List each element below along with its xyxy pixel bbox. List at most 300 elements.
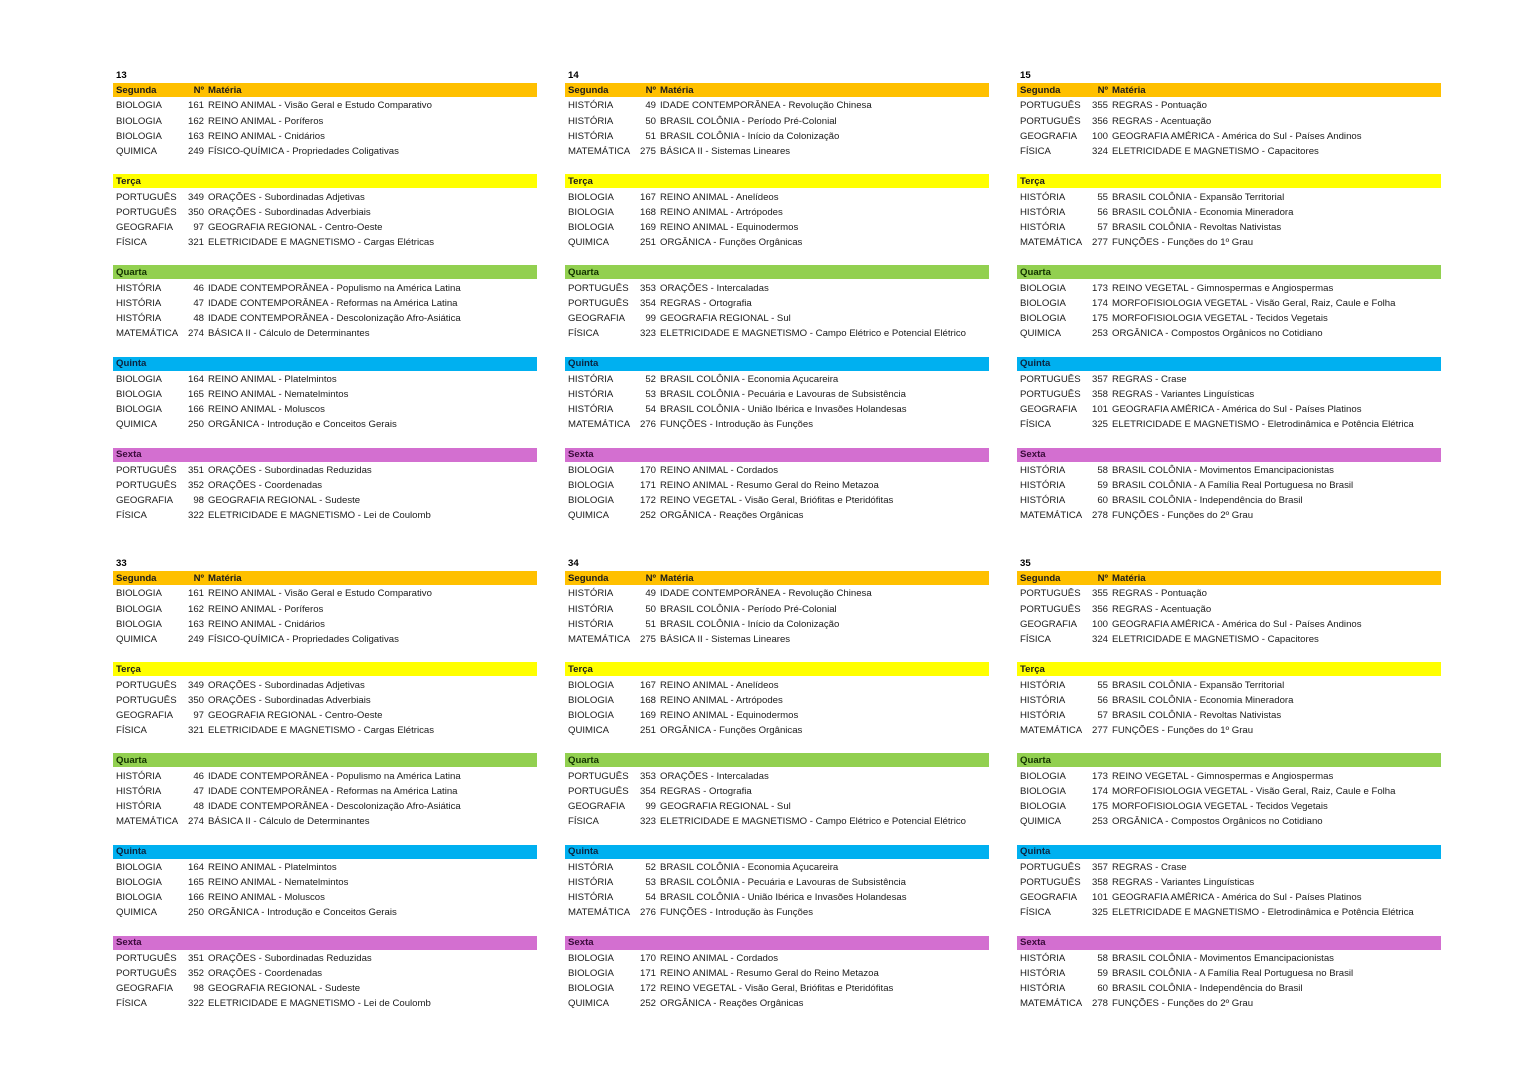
subject-cell: HISTÓRIA: [116, 297, 162, 309]
table-row: [565, 417, 989, 432]
topic-cell: BRASIL COLÔNIA - A Família Real Portuguesa no Brasil: [1112, 480, 1354, 492]
table-row: [565, 387, 989, 402]
subject-cell: BIOLOGIA: [568, 679, 614, 691]
subject-cell: BIOLOGIA: [568, 191, 614, 203]
number-cell: 59: [1097, 968, 1108, 980]
topic-cell: BRASIL COLÔNIA - Pecuária e Lavouras de Subsistência: [660, 876, 907, 888]
subject-cell: BIOLOGIA: [116, 130, 162, 142]
topic-cell: FUNÇÕES - Funções do 2º Grau: [1112, 998, 1254, 1010]
subject-cell: MATEMÁTICA: [568, 419, 631, 431]
number-cell: 162: [187, 115, 204, 127]
day-name: Segunda: [1020, 572, 1061, 584]
subject-cell: HISTÓRIA: [568, 115, 614, 127]
subject-cell: HISTÓRIA: [568, 100, 614, 112]
topic-cell: IDADE CONTEMPORÂNEA - Populismo na América Latina: [208, 282, 461, 294]
table-row: [113, 905, 537, 920]
topic-cell: REINO ANIMAL - Poríferos: [208, 603, 324, 615]
topic-cell: ELETRICIDADE E MAGNETISMO - Lei de Coulomb: [208, 998, 431, 1010]
number-cell: 56: [1097, 206, 1108, 218]
number-cell: 250: [187, 907, 204, 919]
subject-cell: PORTUGUÊS: [116, 191, 177, 203]
table-row: [1017, 799, 1441, 814]
subject-cell: BIOLOGIA: [1020, 785, 1066, 797]
topic-cell: REINO VEGETAL - Gimnospermas e Angiospermas: [1112, 282, 1334, 294]
number-cell: 323: [639, 816, 656, 828]
number-cell: 54: [645, 892, 656, 904]
subject-cell: BIOLOGIA: [568, 952, 614, 964]
subject-cell: PORTUGUÊS: [116, 679, 177, 691]
topic-cell: FÍSICO-QUÍMICA - Propriedades Coligativas: [208, 633, 399, 645]
number-cell: 172: [639, 495, 656, 507]
number-cell: 277: [1091, 725, 1108, 737]
table-row: [113, 723, 537, 738]
table-row: [565, 281, 989, 296]
subject-cell: MATEMÁTICA: [1020, 237, 1083, 249]
table-row: [565, 129, 989, 144]
table-row: [1017, 402, 1441, 417]
day-header-4: [565, 936, 989, 950]
week-block: [113, 556, 537, 1012]
topic-cell: BRASIL COLÔNIA - Economia Açucareira: [660, 861, 839, 873]
subject-cell: QUIMICA: [1020, 328, 1062, 340]
topic-cell: GEOGRAFIA REGIONAL - Centro-Oeste: [208, 709, 383, 721]
day-name: Segunda: [568, 84, 609, 96]
subject-cell: QUIMICA: [116, 633, 158, 645]
day-section: [1017, 448, 1441, 524]
table-row: [113, 114, 537, 129]
table-row: [565, 478, 989, 493]
number-cell: 249: [187, 633, 204, 645]
subject-cell: MATEMÁTICA: [568, 145, 631, 157]
table-row: [565, 326, 989, 341]
topic-cell: FUNÇÕES - Introdução às Funções: [660, 907, 814, 919]
topic-cell: REINO ANIMAL - Cnidários: [208, 618, 325, 630]
table-row: [113, 98, 537, 113]
subject-cell: GEOGRAFIA: [116, 495, 174, 507]
column-header-subject: Matéria: [660, 84, 694, 96]
table-row: [113, 508, 537, 523]
subject-cell: GEOGRAFIA: [116, 221, 174, 233]
table-row: [1017, 190, 1441, 205]
subject-cell: PORTUGUÊS: [116, 968, 177, 980]
table-row: [1017, 617, 1441, 632]
number-cell: 252: [639, 998, 656, 1010]
table-row: [565, 235, 989, 250]
subject-cell: HISTÓRIA: [568, 618, 614, 630]
number-cell: 171: [639, 480, 656, 492]
topic-cell: ELETRICIDADE E MAGNETISMO - Capacitores: [1112, 633, 1319, 645]
topic-cell: BRASIL COLÔNIA - União Ibérica e Invasões Holandesas: [660, 892, 907, 904]
topic-cell: BRASIL COLÔNIA - Expansão Territorial: [1112, 679, 1285, 691]
week-number: 13: [116, 70, 127, 81]
subject-cell: BIOLOGIA: [116, 892, 162, 904]
day-name: Terça: [116, 175, 141, 187]
table-row: [565, 769, 989, 784]
day-header-1: [565, 174, 989, 188]
table-row: [113, 387, 537, 402]
subject-cell: MATEMÁTICA: [116, 816, 179, 828]
subject-cell: GEOGRAFIA: [1020, 404, 1078, 416]
number-cell: 164: [187, 373, 204, 385]
subject-cell: PORTUGUÊS: [568, 785, 629, 797]
topic-cell: REINO VEGETAL - Visão Geral, Briófitas e Pteridófitas: [660, 983, 894, 995]
number-cell: 356: [1091, 115, 1108, 127]
table-row: [113, 602, 537, 617]
subject-cell: HISTÓRIA: [116, 282, 162, 294]
subject-cell: BIOLOGIA: [116, 618, 162, 630]
topic-cell: ORAÇÕES - Subordinadas Adverbiais: [208, 206, 371, 218]
table-row: [113, 951, 537, 966]
number-cell: 57: [1097, 709, 1108, 721]
topic-cell: REGRAS - Acentuação: [1112, 115, 1212, 127]
table-row: [1017, 632, 1441, 647]
subject-cell: QUIMICA: [1020, 816, 1062, 828]
number-cell: 97: [193, 221, 204, 233]
number-cell: 49: [645, 100, 656, 112]
day-header-2: [1017, 265, 1441, 279]
number-cell: 59: [1097, 480, 1108, 492]
day-name: Quinta: [1020, 845, 1051, 857]
day-section: [1017, 753, 1441, 829]
week-block: [565, 68, 989, 524]
column-header-subject: Matéria: [660, 572, 694, 584]
subject-cell: GEOGRAFIA: [1020, 892, 1078, 904]
day-header-3: [113, 357, 537, 371]
table-row: [1017, 678, 1441, 693]
number-cell: 351: [187, 952, 204, 964]
table-row: [113, 402, 537, 417]
number-cell: 353: [639, 282, 656, 294]
table-row: [1017, 463, 1441, 478]
table-row: [565, 966, 989, 981]
topic-cell: REINO ANIMAL - Cnidários: [208, 130, 325, 142]
day-section: [1017, 265, 1441, 341]
column-header-number: Nº: [645, 84, 656, 96]
subject-cell: MATEMÁTICA: [568, 907, 631, 919]
topic-cell: MORFOFISIOLOGIA VEGETAL - Visão Geral, Raiz, Caule e Folha: [1112, 297, 1396, 309]
subject-cell: BIOLOGIA: [116, 588, 162, 600]
topic-cell: REGRAS - Pontuação: [1112, 100, 1207, 112]
number-cell: 274: [187, 816, 204, 828]
number-cell: 175: [1091, 313, 1108, 324]
subject-cell: BIOLOGIA: [116, 388, 162, 400]
topic-cell: BÁSICA II - Sistemas Lineares: [660, 145, 791, 157]
topic-cell: FUNÇÕES - Funções do 2º Grau: [1112, 510, 1254, 522]
subject-cell: BIOLOGIA: [568, 464, 614, 476]
table-row: [1017, 508, 1441, 523]
topic-cell: GEOGRAFIA AMÉRICA - América do Sul - Países Platinos: [1112, 404, 1362, 416]
number-cell: 163: [187, 618, 204, 630]
table-row: [565, 905, 989, 920]
number-cell: 55: [1097, 191, 1108, 203]
topic-cell: GEOGRAFIA AMÉRICA - América do Sul - Países Platinos: [1112, 892, 1362, 904]
day-section: [565, 936, 989, 1012]
topic-cell: REINO ANIMAL - Cordados: [660, 952, 779, 964]
table-row: [1017, 814, 1441, 829]
number-cell: 49: [645, 588, 656, 600]
number-cell: 168: [639, 206, 656, 218]
topic-cell: ORAÇÕES - Intercaladas: [660, 282, 769, 294]
topic-cell: BRASIL COLÔNIA - Período Pré-Colonial: [660, 115, 837, 127]
day-header-0: [565, 571, 989, 585]
topic-cell: BRASIL COLÔNIA - Período Pré-Colonial: [660, 603, 837, 615]
day-header-2: [1017, 753, 1441, 767]
day-name: Segunda: [1020, 84, 1061, 96]
subject-cell: QUIMICA: [568, 510, 610, 522]
topic-cell: ORAÇÕES - Coordenadas: [208, 968, 323, 980]
topic-cell: BRASIL COLÔNIA - Independência do Brasil: [1112, 983, 1303, 995]
number-cell: 351: [187, 464, 204, 476]
day-name: Quinta: [568, 845, 599, 857]
subject-cell: HISTÓRIA: [1020, 495, 1066, 507]
subject-cell: QUIMICA: [116, 145, 158, 157]
number-cell: 50: [645, 603, 656, 615]
topic-cell: IDADE CONTEMPORÂNEA - Revolução Chinesa: [660, 588, 872, 600]
subject-cell: PORTUGUÊS: [1020, 388, 1081, 400]
number-cell: 353: [639, 770, 656, 782]
topic-cell: ORAÇÕES - Subordinadas Reduzidas: [208, 952, 372, 964]
subject-cell: HISTÓRIA: [116, 770, 162, 782]
table-row: [1017, 311, 1441, 326]
number-cell: 57: [1097, 221, 1108, 233]
number-cell: 48: [193, 801, 204, 812]
subject-cell: PORTUGUÊS: [116, 206, 177, 218]
day-name: Sexta: [116, 937, 142, 949]
topic-cell: ORGÂNICA - Reações Orgânicas: [660, 510, 804, 522]
table-row: [565, 708, 989, 723]
subject-cell: FÍSICA: [116, 998, 147, 1010]
day-header-1: [1017, 174, 1441, 188]
table-row: [113, 220, 537, 235]
subject-cell: BIOLOGIA: [568, 968, 614, 980]
number-cell: 252: [639, 510, 656, 522]
table-row: [565, 144, 989, 159]
day-section: [565, 845, 989, 921]
day-section: [1017, 357, 1441, 433]
number-cell: 161: [187, 588, 204, 600]
topic-cell: BRASIL COLÔNIA - Início da Colonização: [660, 618, 840, 630]
topic-cell: ELETRICIDADE E MAGNETISMO - Lei de Coulomb: [208, 510, 431, 522]
table-row: [565, 493, 989, 508]
day-name: Sexta: [1020, 449, 1046, 461]
number-cell: 274: [187, 328, 204, 340]
subject-cell: FÍSICA: [1020, 633, 1051, 645]
day-header-2: [113, 265, 537, 279]
subject-cell: GEOGRAFIA: [1020, 618, 1078, 630]
number-cell: 165: [187, 388, 204, 400]
subject-cell: HISTÓRIA: [1020, 968, 1066, 980]
day-section: [113, 357, 537, 433]
subject-cell: BIOLOGIA: [568, 206, 614, 218]
number-cell: 249: [187, 145, 204, 157]
table-row: [565, 996, 989, 1011]
day-section: [565, 448, 989, 524]
subject-cell: BIOLOGIA: [1020, 282, 1066, 294]
number-cell: 352: [187, 480, 204, 492]
column-header-subject: Matéria: [208, 572, 242, 584]
number-cell: 173: [1091, 770, 1108, 782]
topic-cell: REINO ANIMAL - Platelmintos: [208, 861, 337, 873]
table-row: [113, 235, 537, 250]
topic-cell: GEOGRAFIA REGIONAL - Sudeste: [208, 495, 361, 507]
number-cell: 358: [1091, 388, 1108, 400]
day-section: [1017, 936, 1441, 1012]
topic-cell: IDADE CONTEMPORÂNEA - Descolonização Afro-Asiática: [208, 313, 461, 324]
day-header-4: [113, 936, 537, 950]
topic-cell: REGRAS - Crase: [1112, 861, 1187, 873]
number-cell: 58: [1097, 952, 1108, 964]
table-row: [565, 981, 989, 996]
table-row: [565, 114, 989, 129]
topic-cell: REINO ANIMAL - Anelídeos: [660, 191, 779, 203]
number-cell: 358: [1091, 876, 1108, 888]
number-cell: 163: [187, 130, 204, 142]
table-row: [113, 478, 537, 493]
day-name: Terça: [116, 663, 141, 675]
subject-cell: HISTÓRIA: [116, 313, 162, 324]
number-cell: 275: [639, 633, 656, 645]
table-row: [565, 799, 989, 814]
table-row: [565, 98, 989, 113]
subject-cell: BIOLOGIA: [568, 495, 614, 507]
subject-cell: PORTUGUÊS: [568, 297, 629, 309]
table-row: [565, 875, 989, 890]
table-row: [565, 617, 989, 632]
table-row: [1017, 966, 1441, 981]
day-header-1: [113, 662, 537, 676]
number-cell: 355: [1091, 100, 1108, 112]
subject-cell: FÍSICA: [116, 237, 147, 249]
number-cell: 354: [639, 785, 656, 797]
number-cell: 100: [1091, 618, 1108, 630]
topic-cell: REINO VEGETAL - Gimnospermas e Angiospermas: [1112, 770, 1334, 782]
number-cell: 99: [645, 313, 656, 324]
number-cell: 349: [187, 679, 204, 691]
day-name: Terça: [1020, 175, 1045, 187]
subject-cell: GEOGRAFIA: [116, 709, 174, 721]
day-name: Segunda: [116, 572, 157, 584]
day-section: [1017, 662, 1441, 738]
number-cell: 355: [1091, 588, 1108, 600]
topic-cell: ORGÂNICA - Reações Orgânicas: [660, 998, 804, 1010]
subject-cell: BIOLOGIA: [568, 221, 614, 233]
table-row: [1017, 890, 1441, 905]
topic-cell: ORAÇÕES - Subordinadas Adjetivas: [208, 679, 365, 691]
number-cell: 352: [187, 968, 204, 980]
number-cell: 168: [639, 694, 656, 706]
day-section: [565, 662, 989, 738]
topic-cell: REGRAS - Crase: [1112, 373, 1187, 385]
number-cell: 169: [639, 221, 656, 233]
subject-cell: FÍSICA: [116, 725, 147, 737]
topic-cell: IDADE CONTEMPORÂNEA - Populismo na América Latina: [208, 770, 461, 782]
topic-cell: ORGÂNICA - Funções Orgânicas: [660, 725, 803, 737]
number-cell: 354: [639, 297, 656, 309]
subject-cell: FÍSICA: [1020, 419, 1051, 431]
table-row: [113, 417, 537, 432]
table-row: [113, 981, 537, 996]
topic-cell: FÍSICO-QUÍMICA - Propriedades Coligativas: [208, 145, 399, 157]
topic-cell: GEOGRAFIA REGIONAL - Centro-Oeste: [208, 221, 383, 233]
number-cell: 101: [1091, 892, 1108, 904]
day-name: Quinta: [116, 845, 147, 857]
subject-cell: HISTÓRIA: [568, 892, 614, 904]
subject-cell: HISTÓRIA: [568, 588, 614, 600]
table-row: [113, 632, 537, 647]
day-header-0: [565, 83, 989, 97]
topic-cell: REINO ANIMAL - Nematelmintos: [208, 876, 349, 888]
topic-cell: REINO ANIMAL - Nematelmintos: [208, 388, 349, 400]
column-header-number: Nº: [1097, 84, 1108, 96]
number-cell: 54: [645, 404, 656, 416]
table-row: [113, 617, 537, 632]
day-section: [113, 936, 537, 1012]
topic-cell: ELETRICIDADE E MAGNETISMO - Eletrodinâmica e Potência Elétrica: [1112, 907, 1414, 919]
day-name: Sexta: [116, 449, 142, 461]
topic-cell: REGRAS - Ortografia: [660, 297, 752, 309]
topic-cell: ELETRICIDADE E MAGNETISMO - Campo Elétrico e Potencial Elétrico: [660, 328, 967, 340]
table-row: [113, 463, 537, 478]
day-section: [1017, 83, 1441, 159]
table-row: [113, 311, 537, 326]
table-row: [1017, 326, 1441, 341]
table-row: [113, 296, 537, 311]
table-row: [565, 678, 989, 693]
day-name: Quarta: [116, 754, 147, 766]
subject-cell: BIOLOGIA: [116, 115, 162, 127]
number-cell: 51: [645, 618, 656, 630]
number-cell: 323: [639, 328, 656, 340]
subject-cell: QUIMICA: [116, 419, 158, 431]
topic-cell: REGRAS - Variantes Linguísticas: [1112, 876, 1255, 888]
number-cell: 101: [1091, 404, 1108, 416]
table-row: [1017, 220, 1441, 235]
day-section: [565, 265, 989, 341]
subject-cell: FÍSICA: [1020, 907, 1051, 919]
topic-cell: BRASIL COLÔNIA - Independência do Brasil: [1112, 495, 1303, 507]
topic-cell: REINO ANIMAL - Moluscos: [208, 892, 325, 904]
day-section: [565, 174, 989, 250]
subject-cell: HISTÓRIA: [1020, 694, 1066, 706]
number-cell: 324: [1091, 633, 1108, 645]
table-row: [1017, 296, 1441, 311]
table-row: [1017, 372, 1441, 387]
subject-cell: FÍSICA: [568, 816, 599, 828]
topic-cell: BÁSICA II - Sistemas Lineares: [660, 633, 791, 645]
subject-cell: GEOGRAFIA: [568, 313, 626, 324]
number-cell: 357: [1091, 861, 1108, 873]
day-header-3: [1017, 845, 1441, 859]
subject-cell: PORTUGUÊS: [1020, 603, 1081, 615]
topic-cell: REINO ANIMAL - Artrópodes: [660, 206, 783, 218]
subject-cell: HISTÓRIA: [568, 130, 614, 142]
day-header-0: [113, 571, 537, 585]
number-cell: 171: [639, 968, 656, 980]
table-row: [565, 508, 989, 523]
topic-cell: BRASIL COLÔNIA - A Família Real Portuguesa no Brasil: [1112, 968, 1354, 980]
day-name: Terça: [1020, 663, 1045, 675]
topic-cell: REGRAS - Acentuação: [1112, 603, 1212, 615]
number-cell: 98: [193, 983, 204, 995]
number-cell: 174: [1091, 297, 1108, 309]
day-section: [113, 753, 537, 829]
topic-cell: ELETRICIDADE E MAGNETISMO - Cargas Elétricas: [208, 237, 435, 249]
day-name: Quarta: [1020, 754, 1051, 766]
subject-cell: GEOGRAFIA: [1020, 130, 1078, 142]
day-name: Quinta: [568, 357, 599, 369]
table-row: [565, 693, 989, 708]
number-cell: 47: [193, 785, 204, 797]
